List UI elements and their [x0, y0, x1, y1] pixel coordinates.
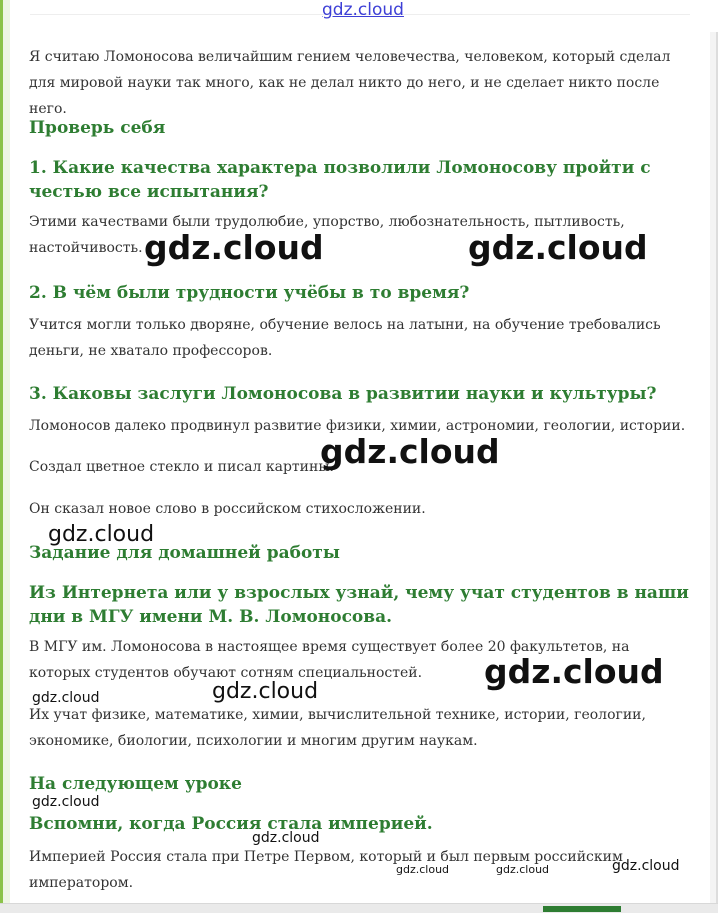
intro-paragraph: Я считаю Ломоносова величайшим гением человечества, человеком, который сделал для мировой науки так много, как не делал никто до него, и не сделает никто после него.	[29, 49, 671, 117]
watermark: gdz.cloud	[468, 228, 648, 267]
homework-question: Из Интернета или у взрослых узнай, чему учат студентов в наши дни в МГУ имени М. В. Ломоносова.	[29, 583, 689, 627]
check-yourself-heading: Проверь себя	[29, 118, 166, 138]
scrollbar[interactable]	[710, 32, 718, 912]
watermark: gdz.cloud	[320, 432, 500, 471]
watermark: gdz.cloud	[496, 863, 550, 876]
homework-answer-2: Их учат физике, математике, химии, вычислительной технике, истории, геологии, экономике, биологии, психологии и многим другим наукам.	[29, 707, 646, 749]
answer-3-line-3: Он сказал новое слово в российском стихосложении.	[29, 501, 426, 517]
answer-2: Учится могли только дворяне, обучение велось на латыни, на обучение требовались деньги, не хватало профессоров.	[29, 317, 661, 359]
next-page-button[interactable]	[543, 906, 621, 912]
question-1: 1. Какие качества характера позволили Ломоносову пройти с честью все испытания?	[29, 158, 651, 202]
homework-heading: Задание для домашней работы	[29, 543, 340, 563]
watermark: gdz.cloud	[212, 679, 319, 704]
question-3: 3. Каковы заслуги Ломоносова в развитии науки и культуры?	[29, 384, 657, 404]
question-2: 2. В чём были трудности учёбы в то время?	[29, 283, 470, 303]
watermark: gdz.cloud	[32, 690, 100, 706]
answer-1: Этими качествами были трудолюбие, упорство, любознательность, пытливость, настойчивость.	[29, 214, 625, 256]
left-border	[0, 0, 10, 912]
watermark: gdz.cloud	[396, 863, 450, 876]
watermark: gdz.cloud	[48, 522, 155, 547]
homework-answer-1: В МГУ им. Ломоносова в настоящее время существует более 20 факультетов, на которых студентов обучают сотням специальностей.	[29, 639, 630, 681]
watermark: gdz.cloud	[484, 652, 664, 691]
answer-3-line-1: Ломоносов далеко продвинул развитие физики, химии, астрономии, геологии, истории.	[29, 418, 686, 434]
watermark: gdz.cloud	[32, 794, 100, 810]
watermark: gdz.cloud	[144, 228, 324, 267]
answer-3-line-2: Создал цветное стекло и писал картины.	[29, 459, 334, 475]
watermark-top: gdz.cloud	[322, 0, 404, 20]
next-lesson-question: Вспомни, когда Россия стала империей.	[29, 814, 433, 834]
watermark: gdz.cloud	[612, 858, 680, 874]
watermark: gdz.cloud	[252, 830, 320, 846]
next-lesson-heading: На следующем уроке	[29, 774, 242, 794]
next-lesson-answer: Империей Россия стала при Петре Первом, который и был первым российским императором.	[29, 849, 623, 891]
